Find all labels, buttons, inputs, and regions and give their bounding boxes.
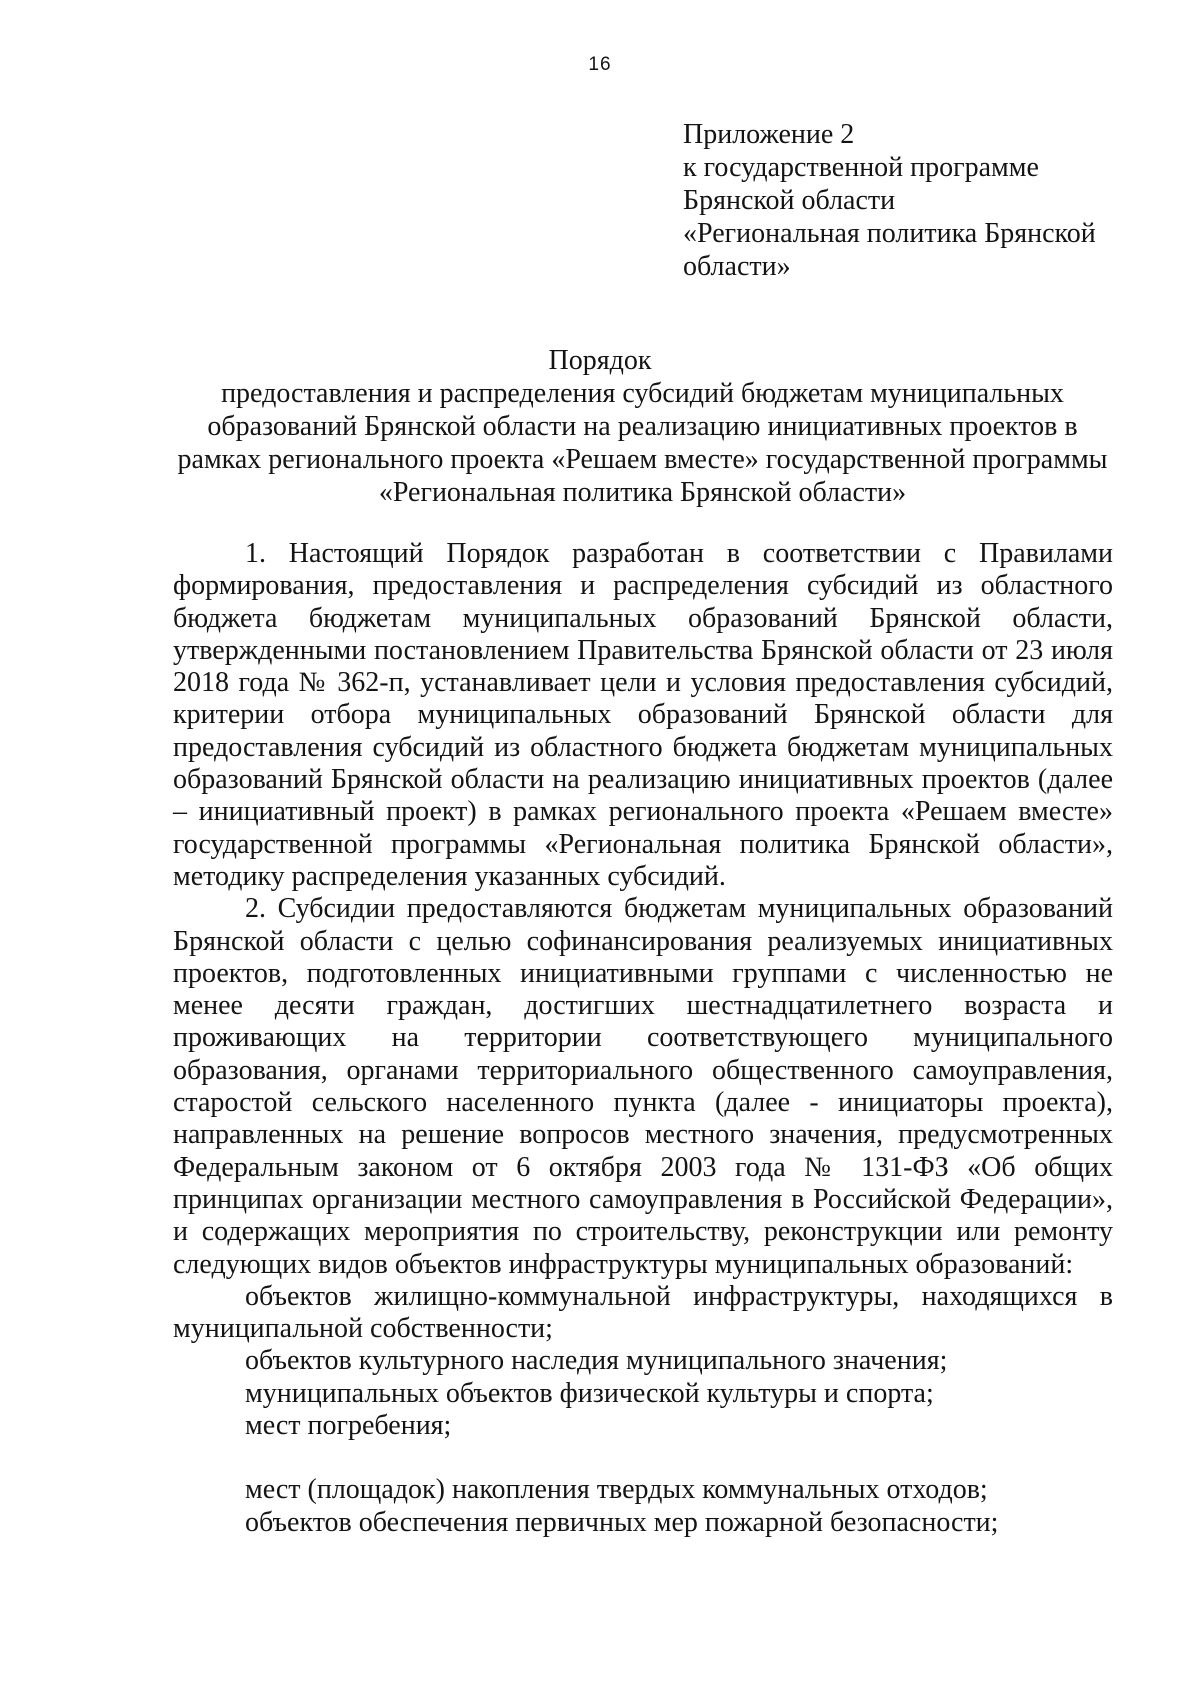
list-item: объектов жилищно-коммунальной инфраструктуры, находящихся в муниципальной собственности;: [173, 1280, 1113, 1345]
annex-line: к государственной программе: [683, 152, 1039, 183]
page-number: 16: [588, 54, 612, 75]
subtitle-line: образований Брянской области на реализацию инициативных проектов в: [207, 411, 1078, 442]
subtitle-line: «Региональная политика Брянской области»: [378, 477, 907, 508]
subtitle-line: предоставления и распределения субсидий бюджетам муниципальных: [221, 378, 1064, 409]
list-item: объектов обеспечения первичных мер пожарной безопасности;: [245, 1506, 999, 1538]
annex-line: области»: [683, 251, 791, 282]
list-item: мест (площадок) накопления твердых коммунальных отходов;: [245, 1474, 988, 1506]
blank-line: [173, 1442, 1113, 1474]
list-item: мест погребения;: [245, 1410, 452, 1442]
subtitle-line: рамках регионального проекта «Решаем вместе» государственной программы: [177, 444, 1108, 475]
document-body: [173, 538, 1113, 1539]
annex-line: «Региональная политика Брянской: [683, 218, 1096, 249]
paragraph-2: 2. Субсидии предоставляются бюджетам муниципальных образований Брянской области с целью софинансирования реализуемых инициативных проектов, подготовленных инициативными группами с численностью не менее десяти граждан, достигших шестнадцатилетнего возраста и проживающих на территории соответствующего муниципального образования, органами территориального общественного самоуправления, старостой сельского населенного пункта (далее - инициаторы проекта), направленных на решение вопросов местного значения, предусмотренных Федеральным законом от 6 октября 2003 года № 131-ФЗ «Об общих принципах организации местного самоуправления в Российской Федерации», и содержащих мероприятия по строительству, реконструкции или ремонту следующих видов объектов инфраструктуры муниципальных образований:: [173, 893, 1113, 1280]
document-subtitle: [170, 377, 1115, 509]
annex-line: Брянской области: [683, 185, 896, 216]
document-title: Порядок: [548, 345, 652, 376]
paragraph-1: 1. Настоящий Порядок разработан в соответствии с Правилами формирования, предоставления и распределения субсидий из областного бюджета бюджетам муниципальных образований Брянской области, утвержденными постановлением Правительства Брянской области от 23 июля 2018 года № 362-п, устанавливает цели и условия предоставления субсидий, критерии отбора муниципальных образований Брянской области для предоставления субсидий из областного бюджета бюджетам муниципальных образований Брянской области на реализацию инициативных проектов (далее – инициативный проект) в рамках регионального проекта «Решаем вместе» государственной программы «Региональная политика Брянской области», методику распределения указанных субсидий.: [173, 538, 1113, 892]
list-item: объектов культурного наследия муниципального значения;: [245, 1345, 948, 1377]
list-item: муниципальных объектов физической культуры и спорта;: [245, 1377, 934, 1409]
annex-line: Приложение 2: [683, 119, 855, 150]
annex-block: [683, 118, 1123, 283]
